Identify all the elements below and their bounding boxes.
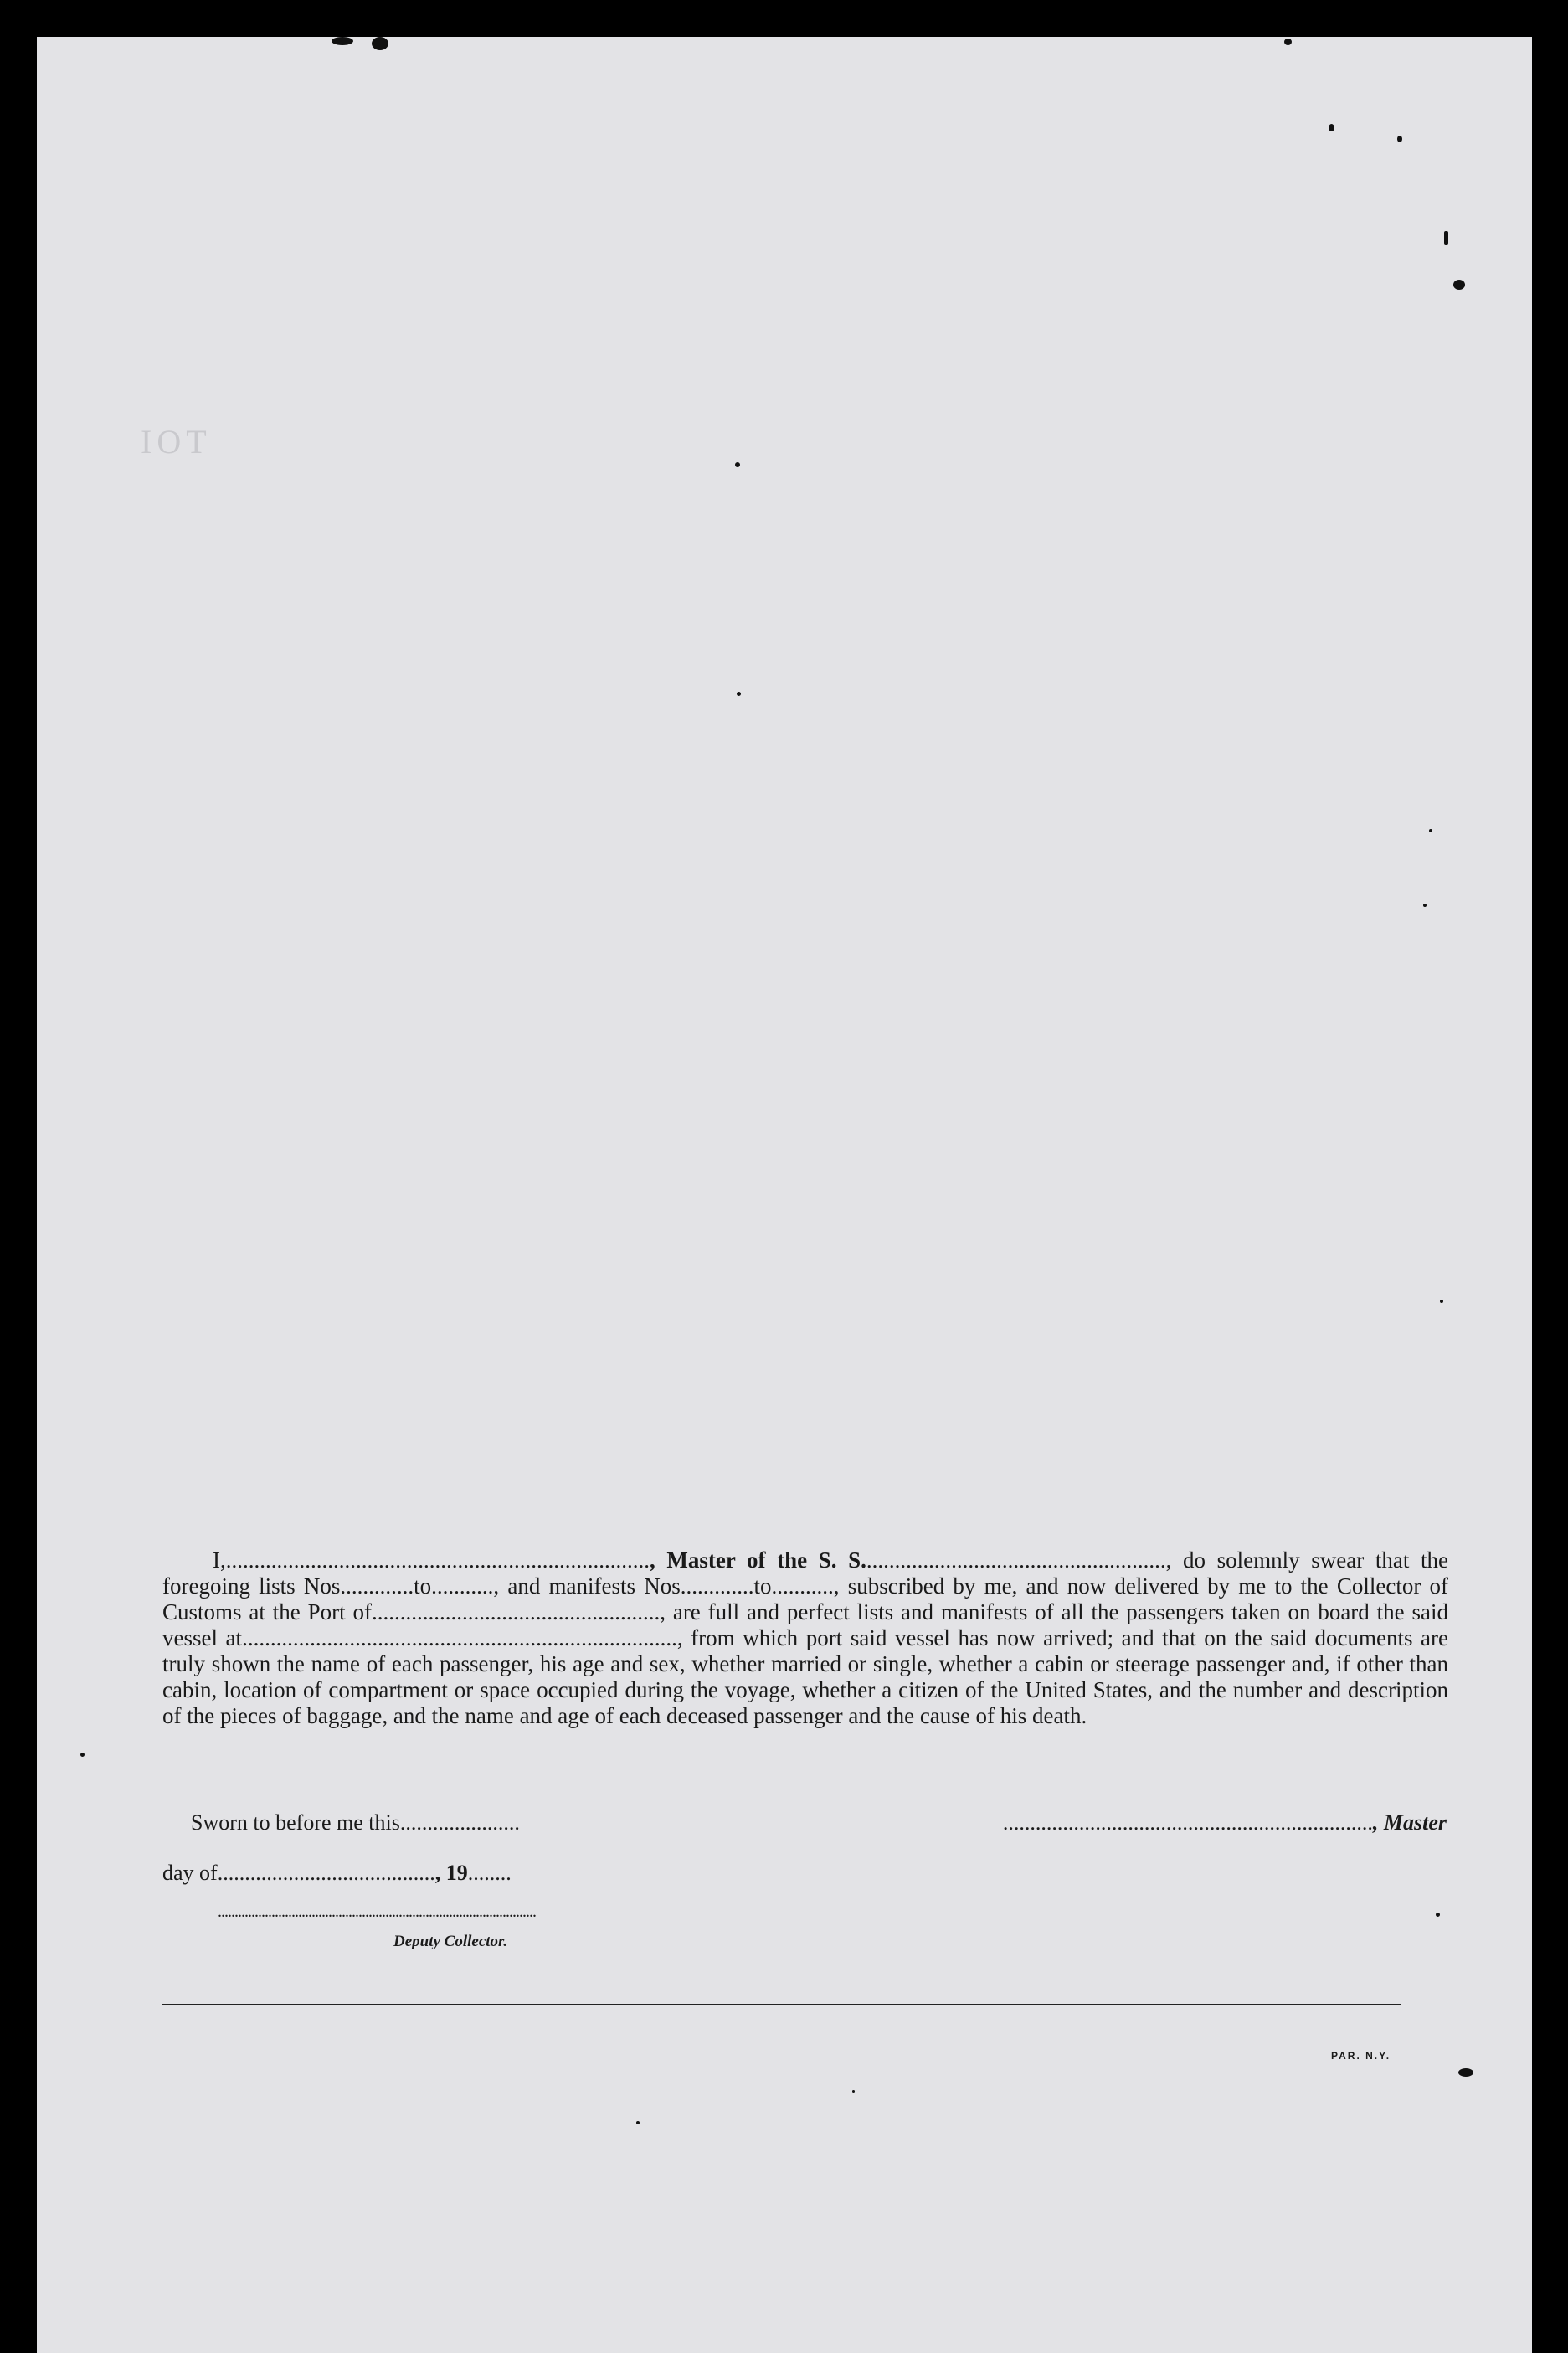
speck xyxy=(1440,1300,1443,1303)
speck xyxy=(735,462,740,467)
lists-from-blank: ............ xyxy=(346,1573,414,1599)
sworn-label: Sworn to before me this xyxy=(191,1810,400,1835)
to-label-2: to xyxy=(753,1573,772,1599)
speck xyxy=(1444,231,1448,245)
oath-paragraph xyxy=(162,1547,1448,1729)
speck xyxy=(1436,1913,1440,1917)
vessel-at-blank: ............................................................................. xyxy=(242,1625,677,1650)
speck xyxy=(1423,904,1427,907)
sworn-before-line xyxy=(191,1810,520,1836)
bleed-through-number: IOT xyxy=(141,423,212,461)
speck xyxy=(1284,39,1292,45)
lists-to-blank: ........... xyxy=(431,1573,494,1599)
port-blank: ................................................... xyxy=(371,1599,661,1624)
subscribed-text: , subscribed by me, and now delivered by me to the Collector of Customs at the Port of xyxy=(162,1573,1449,1624)
oath-remainder-text: , from which port said vessel has now arrived; and that on the said documents are truly shown the name of each passenger, his age and sex, whether married or single, whether a cabin or steerage passenger and, if other than cabin, location of compartment or space occupied during the voyage, whether a citizen of the United States, and the number and description of the pieces of baggage, and the name and age of each deceased passenger and the cause of his death. xyxy=(162,1625,1448,1728)
manifests-from-blank: ............ xyxy=(686,1573,754,1599)
full-perfect-text: , are full and perfect lists and manifests of all the passengers taken on board the said vessel at xyxy=(162,1599,1448,1650)
day-of-blank: ........................................ xyxy=(217,1861,435,1885)
speck xyxy=(372,37,388,50)
speck xyxy=(1458,2068,1473,2077)
master-of-ship-label: , Master of the S. S. xyxy=(650,1547,866,1573)
solemnly-swear-text: , do solemnly swear that the foregoing lists Nos. xyxy=(162,1547,1449,1599)
speck xyxy=(80,1753,85,1757)
manifests-to-blank: ........... xyxy=(771,1573,834,1599)
speck xyxy=(1453,280,1465,290)
speck xyxy=(737,692,741,696)
printer-mark: PAR. N.Y. xyxy=(1331,2050,1391,2062)
year-blank: ........ xyxy=(467,1861,512,1885)
document-page xyxy=(37,37,1532,2353)
deputy-signature-blank: ............................................................................................... xyxy=(218,1902,536,1921)
master-signature-line xyxy=(1003,1810,1447,1836)
to-label-1: to xyxy=(414,1573,432,1599)
speck xyxy=(852,2090,855,2093)
speck xyxy=(1397,136,1402,142)
year-prefix: , 19 xyxy=(434,1861,468,1885)
speck xyxy=(332,37,353,45)
speck xyxy=(1329,124,1334,131)
horizontal-rule xyxy=(162,2004,1401,2005)
day-of-line xyxy=(162,1861,512,1886)
deputy-collector-label: Deputy Collector. xyxy=(393,1933,508,1950)
master-name-blank: ........................................................................... xyxy=(225,1547,650,1573)
ship-name-blank: ..................................................... xyxy=(866,1547,1166,1573)
sworn-date-blank: ...................... xyxy=(399,1810,520,1835)
master-signature-blank: .................................................................... xyxy=(1002,1810,1373,1835)
day-of-label: day of xyxy=(162,1861,218,1885)
speck xyxy=(636,2121,640,2124)
master-label: , Master xyxy=(1372,1810,1447,1835)
oath-i: I, xyxy=(213,1547,226,1573)
manifests-label: , and manifests Nos. xyxy=(493,1573,686,1599)
speck xyxy=(1429,829,1432,832)
